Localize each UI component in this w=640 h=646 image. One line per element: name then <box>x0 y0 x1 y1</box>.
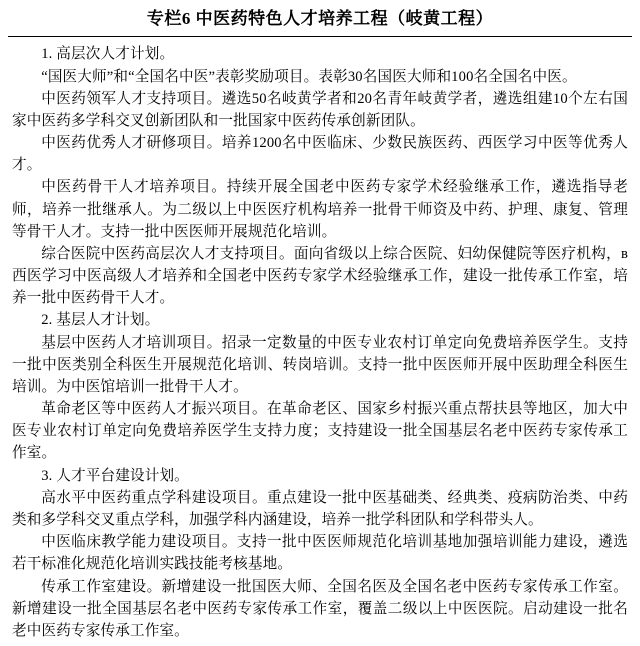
paragraph: 综合医院中医药高层次人才支持项目。面向省级以上综合医院、妇幼保健院等医疗机构，в西医学习中医高级人才培养和全国老中医药专家学术经验继承工作，建设一批传承工作室，培养一批中医药骨干人才。 <box>12 245 628 307</box>
paragraph: 1. 高层次人才计划。 <box>41 46 175 63</box>
paragraph: 中医临床教学能力建设项目。支持一批中医医师规范化培训基地加强培训能力建设，遴选若干标准化规范化培训实践技能考核基地。 <box>12 534 628 573</box>
document-body <box>0 37 640 646</box>
paragraph: 中医药领军人才支持项目。遴选50名岐黄学者和20名青年岐黄学者，遴选组建10个左右国家中医药多学科交叉创新团队和一批国家中医药传承创新团队。 <box>12 90 628 129</box>
paragraph: 高水平中医药重点学科建设项目。重点建设一批中医基础类、经典类、疫病防治类、中药类和多学科交叉重点学科，加强学科内涵建设，培养一批学科团队和学科带头人。 <box>12 489 628 528</box>
page-title: 专栏6 中医药特色人才培养工程（岐黄工程） <box>146 9 494 28</box>
paragraph: 2. 基层人才计划。 <box>41 312 160 329</box>
paragraph: 基层中医药人才培训项目。招录一定数量的中医专业农村订单定向免费培养医学生。支持一批中医类别全科医生开展规范化培训、转岗培训。支持一批中医医师开展中医助理全科医生培训。为中医馆培训一批骨干人才。 <box>12 334 628 395</box>
paragraph: 中医药骨干人才培养项目。持续开展全国老中医药专家学术经验继承工作，遴选指导老师，培养一批继承人。为二级以上中医医疗机构培养一批骨干师资及中药、护理、康复、管理等骨干人才。支持一批中医医师开展规范化培训。 <box>12 179 628 240</box>
paragraph: 革命老区等中医药人才振兴项目。在革命老区、国家乡村振兴重点帮扶县等地区，加大中医专业农村订单定向免费培养医学生支持力度；支持建设一批全国基层名老中医药专家传承工作室。 <box>12 401 628 462</box>
paragraph: 3. 人才平台建设计划。 <box>41 467 189 484</box>
paragraph: “国医大师”和“全国名中医”表彰奖励项目。表彰30名国医大师和100名全国名中医。 <box>41 68 577 85</box>
paragraph: 传承工作室建设。新增建设一批国医大师、全国名医及全国名老中医药专家传承工作室。新增建设一批全国基层名老中医药专家传承工作室，覆盖二级以上中医医院。启动建设一批名老中医药专家传承工作室。 <box>12 578 628 639</box>
paragraph: 中医药优秀人才研修项目。培养1200名中医临床、少数民族医药、西医学习中医等优秀人才。 <box>12 135 628 174</box>
